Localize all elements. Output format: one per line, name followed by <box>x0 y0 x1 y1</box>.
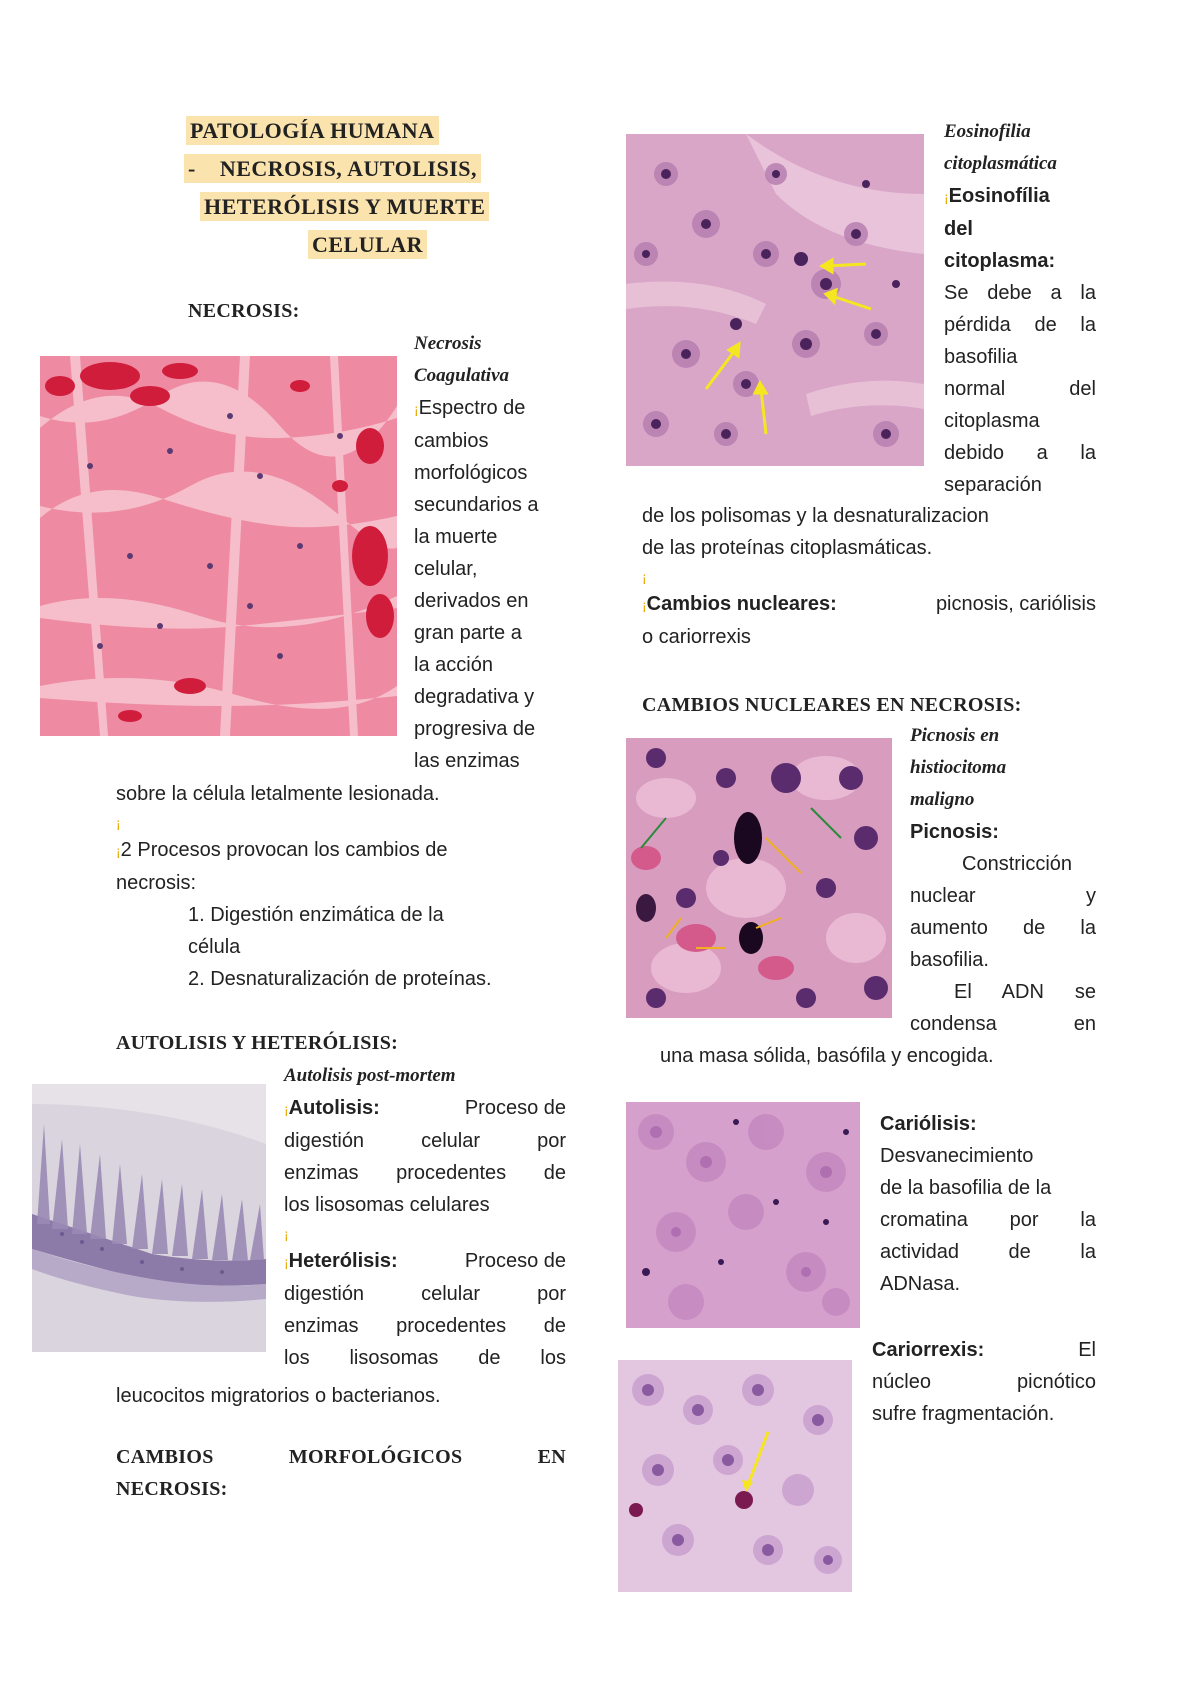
cambios-nucleares-text: picnosis, cariólisis <box>935 593 1096 615</box>
eosinofilia-continued <box>642 500 1096 653</box>
picnosis-line: Constricción <box>962 853 1073 875</box>
eosinofilia-tail-2: de las proteínas citoplasmáticas. <box>642 537 933 559</box>
necrosis-desc-line: las enzimas <box>414 750 520 772</box>
necrosis-desc-line: gran parte a <box>414 622 522 644</box>
necrosis-item-1-cont: célula <box>188 936 241 958</box>
picnosis-description <box>910 816 1096 1040</box>
title-line-4: CELULAR <box>308 230 427 259</box>
eosinofilia-label: del <box>944 218 973 240</box>
necrosis-desc-line: derivados en <box>414 590 529 612</box>
picnosis-label: Picnosis: <box>910 821 999 843</box>
cariorrexis-description <box>872 1334 1096 1430</box>
title-line-4-row <box>308 232 427 258</box>
necrosis-desc-line: cambios <box>414 430 489 452</box>
bullet-icon: ¡ <box>642 597 647 613</box>
bullet-icon: ¡ <box>284 1226 289 1242</box>
picnosis-line: basofilia. <box>910 949 989 971</box>
cambios-nucleares-label: Cambios nucleares: <box>646 593 837 615</box>
cambios-morfologicos-heading: CAMBIOS MORFOLÓGICOS EN <box>116 1446 566 1468</box>
cariolisis-line: cromatina por la <box>880 1209 1096 1231</box>
cariorrexis-label: Cariorrexis: <box>872 1339 985 1361</box>
necrosis-item-2: 2. Desnaturalización de proteínas. <box>188 968 492 990</box>
picnosis-image <box>626 738 892 1018</box>
necrosis-item-1: 1. Digestión enzimática de la <box>188 904 444 926</box>
bullet-icon: ¡ <box>284 1254 289 1270</box>
cariorrexis-line: El <box>1078 1339 1096 1361</box>
autolisis-line: Proceso de <box>464 1097 566 1119</box>
eosinofilia-line: normal del <box>944 378 1096 400</box>
bullet-icon: ¡ <box>284 1101 289 1117</box>
bullet-icon: ¡ <box>414 401 419 417</box>
title-line-2-row <box>184 156 481 182</box>
necrosis-desc-line: secundarios a <box>414 494 539 516</box>
title-line-2 <box>184 154 481 183</box>
heterolisis-line: digestión celular por <box>284 1283 566 1305</box>
autolisis-line: enzimas procedentes de <box>284 1162 566 1184</box>
cariolisis-image <box>626 1102 860 1328</box>
necrosis-desc-line: la acción <box>414 654 493 676</box>
necrosis-point-2: 2 Procesos provocan los cambios de <box>120 839 448 861</box>
necrosis-description <box>414 392 564 777</box>
heterolisis-line: Proceso de <box>464 1250 566 1272</box>
title-line-3: HETERÓLISIS Y MUERTE <box>200 192 489 221</box>
picnosis-caption <box>910 720 1096 816</box>
eosinofilia-line: citoplasma <box>944 410 1040 432</box>
autolisis-caption: Autolisis post-mortem <box>284 1065 456 1086</box>
page-title <box>186 118 439 144</box>
necrosis-desc-line: degradativa y <box>414 686 535 708</box>
title-dash: - <box>188 156 196 181</box>
cariolisis-label: Cariólisis: <box>880 1113 977 1135</box>
necrosis-point-2-cont: necrosis: <box>116 872 197 894</box>
necrosis-desc-line: celular, <box>414 558 478 580</box>
cariolisis-description <box>880 1108 1096 1300</box>
picnosis-tail: una masa sólida, basófila y encogida. <box>660 1045 994 1067</box>
eosinofilia-line: Se debe a la <box>944 282 1096 304</box>
cambios-nucleares-heading: CAMBIOS NUCLEARES EN NECROSIS: <box>642 694 1022 716</box>
picnosis-line: nuclear y <box>910 885 1096 907</box>
bullet-icon: ¡ <box>642 569 647 585</box>
eosinofilia-label: Eosinofília <box>948 185 1050 207</box>
cambios-morfologicos-heading-cont: NECROSIS: <box>116 1478 228 1500</box>
cariolisis-line: ADNasa. <box>880 1273 961 1295</box>
eosinofilia-label: citoplasma: <box>944 250 1056 272</box>
autolisis-image <box>32 1084 266 1352</box>
picnosis-caption-line: maligno <box>910 789 975 810</box>
autolisis-heading: AUTOLISIS Y HETERÓLISIS: <box>116 1032 399 1054</box>
heterolisis-line: enzimas procedentes de <box>284 1315 566 1337</box>
cariolisis-line: de la basofilia de la <box>880 1177 1052 1199</box>
eosinofilia-line: debido a la <box>944 442 1096 464</box>
necrosis-caption-line-2: Coagulativa <box>414 365 510 386</box>
necrosis-desc-line: la muerte <box>414 526 498 548</box>
necrosis-desc-line: progresiva de <box>414 718 536 740</box>
title-line-2-text: NECROSIS, AUTOLISIS, <box>219 156 478 181</box>
necrosis-caption <box>414 328 509 392</box>
eosinofilia-line: basofilia <box>944 346 1018 368</box>
necrosis-desc-line: Espectro de <box>418 397 526 419</box>
picnosis-line: El ADN se <box>954 981 1096 1003</box>
eosinofilia-line: pérdida de la <box>944 314 1096 336</box>
picnosis-line: condensa en <box>910 1013 1096 1035</box>
eosinofilia-tail-1: de los polisomas y la desnaturalizacion <box>642 505 989 527</box>
autolisis-line: digestión celular por <box>284 1130 566 1152</box>
cambios-nucleares-text-cont: o cariorrexis <box>642 626 751 648</box>
necrosis-coagulativa-image <box>40 356 397 736</box>
necrosis-caption-line-1: Necrosis <box>414 333 482 354</box>
necrosis-continued <box>116 778 566 995</box>
autolisis-line: los lisosomas celulares <box>284 1194 490 1216</box>
picnosis-line: aumento de la <box>910 917 1096 939</box>
necrosis-desc-line: morfológicos <box>414 462 528 484</box>
necrosis-desc-tail: sobre la célula letalmente lesionada. <box>116 783 440 805</box>
picnosis-caption-line: histiocitoma <box>910 757 1007 778</box>
eosinofilia-description <box>944 180 1096 501</box>
autolisis-label: Autolisis: <box>288 1097 380 1119</box>
necrosis-heading: NECROSIS: <box>188 300 300 322</box>
bullet-icon: ¡ <box>116 843 121 859</box>
heterolisis-line: los lisosomas de los <box>284 1347 566 1369</box>
title-line-1: PATOLOGÍA HUMANA <box>186 116 439 145</box>
autolisis-description <box>284 1092 566 1374</box>
eosinofilia-image <box>626 134 924 466</box>
bullet-icon: ¡ <box>944 189 949 205</box>
cariorrexis-line: sufre fragmentación. <box>872 1403 1055 1425</box>
cariorrexis-image <box>618 1360 852 1592</box>
heterolisis-tail: leucocitos migratorios o bacterianos. <box>116 1385 441 1407</box>
eosinofilia-caption-line-1: Eosinofilia <box>944 121 1031 142</box>
picnosis-caption-line: Picnosis en <box>910 725 1000 746</box>
title-line-3-row <box>200 194 489 220</box>
bullet-icon: ¡ <box>116 815 121 831</box>
eosinofilia-line: separación <box>944 474 1042 496</box>
cariorrexis-line: núcleo picnótico <box>872 1371 1096 1393</box>
cariolisis-line: actividad de la <box>880 1241 1096 1263</box>
eosinofilia-caption-line-2: citoplasmática <box>944 153 1057 174</box>
heterolisis-label: Heterólisis: <box>288 1250 398 1272</box>
eosinofilia-caption <box>944 116 1057 180</box>
cariolisis-line: Desvanecimiento <box>880 1145 1034 1167</box>
